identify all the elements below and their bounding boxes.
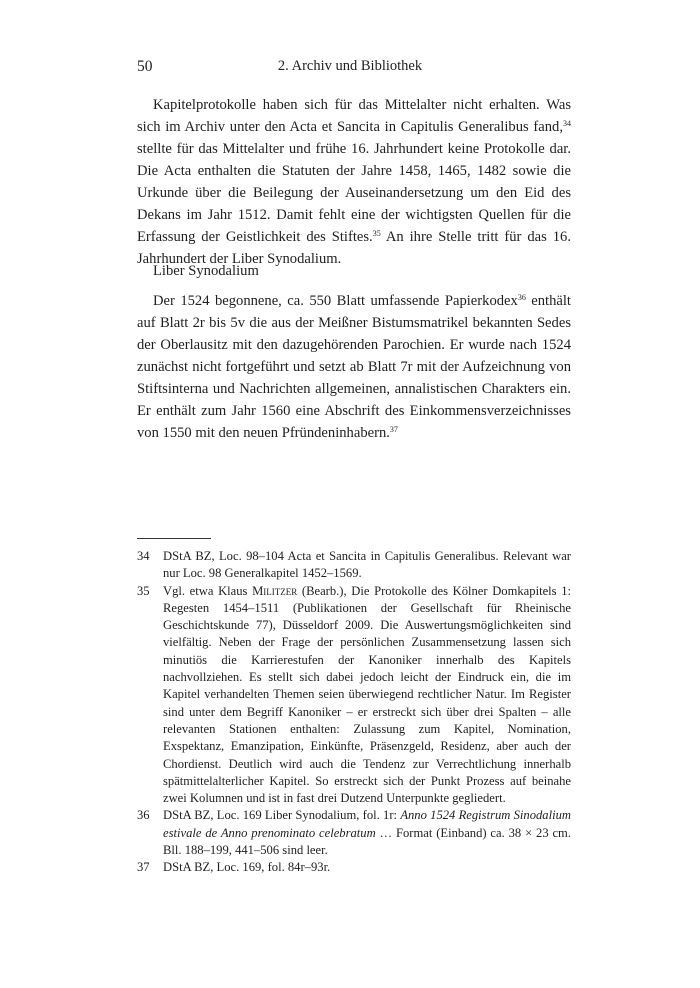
paragraph-text: Der 1524 begonnene, ca. 550 Blatt umfassende Papierkodex: [153, 293, 518, 309]
footnote-number: 37: [137, 860, 150, 875]
author-name: Militzer: [252, 583, 298, 598]
body-paragraph-2: [137, 290, 571, 444]
footnote-number: 35: [137, 583, 150, 598]
footnote-number: 36: [137, 808, 150, 823]
paragraph-text: Kapitelprotokolle haben sich für das Mittelalter nicht erhalten. Was sich im Archiv unter den Acta et Sancita in Capitulis Generalibus fand,: [137, 97, 571, 135]
footnote-34: [137, 548, 571, 583]
footnote-number: 34: [137, 549, 150, 563]
footnote-text: … Format (Einband) ca. 38 × 23 cm. Bll. 188–199, 441–506 sind leer.: [163, 825, 572, 858]
footnote-text: (Bearb.), Die Protokolle des Kölner Domkapitels 1: Regesten 1454–1511 (Publikationen der Gesellschaft für Rheinische Geschichtskunde 77), Düsseldorf 2009. Die Auswertungsmöglichkeiten sind vielfältig. Neben der Frage der persönlichen Zusammensetzung lassen sich minutiös die Karrierestufen der Kanoniker innerhalb des Kapitels nachvollziehen. Es stellt sich dabei jedoch leicht der Eindruck ein, die im Kapitel verhandelten Themen seien überwiegend rechtlicher Natur. Im Register sind unter dem Begriff Kanoniker – er erstreckt sich über drei Spalten – alle relevanten Stationen enthalten: Zulassung zum Kapitel, Nomination, Exspektanz, Emanzipation, Einkünfte, Präsenzgeld, Residenz, aber auch der Chordienst. Deutlich wird auch die Tendenz zur Verrechtlichung innerhalb spätmittelalterlicher Kapitel. So erstreckt sich der Punkt Prozess auf beinahe zwei Kolumnen und ist in fast drei Dutzend Unterpunkte gegliedert.: [163, 583, 571, 806]
body-paragraph-1: [137, 94, 571, 270]
footnote-text: Vgl. etwa Klaus: [163, 583, 253, 598]
footnote-text: DStA BZ, Loc. 98–104 Acta et Sancita in Capitulis Generalibus. Relevant war nur Loc. 98 Generalkapitel 1452–1569.: [163, 549, 571, 581]
page-number: 50: [137, 58, 153, 75]
running-head: 2. Archiv und Bibliothek: [277, 58, 423, 74]
footnote-ref-36[interactable]: 36: [517, 293, 526, 302]
footnote-text: DStA BZ, Loc. 169, fol. 84r–93r.: [163, 860, 331, 875]
footnote-ref-35[interactable]: 35: [372, 229, 381, 238]
footnotes: [137, 548, 571, 877]
paragraph-text: enthält auf Blatt 2r bis 5v die aus der Meißner Bistumsmatrikel bekannten Sedes der Oberlausitz mit den dazugehörenden Parochien. Er wurde nach 1524 zunächst nicht fortgeführt und setzt ab Blatt 7r mit der Aufzeichnung von Stiftsinterna und Nachrichten allgemeinen, annalistischen Charakters ein. Er enthält zum Jahr 1560 eine Abschrift des Einkommensverzeichnisses von 1550 mit den neuen Pfründeninhabern.: [137, 293, 571, 441]
footnote-ref-37[interactable]: 37: [389, 425, 398, 434]
footnote-ref-34[interactable]: 34: [563, 119, 571, 128]
footnote-text: DStA BZ, Loc. 169 Liber Synodalium, fol. 1r:: [163, 808, 401, 823]
footnote-36: [137, 807, 571, 859]
footnote-35: [137, 583, 571, 808]
footnote-rule: [137, 538, 211, 539]
footnote-37: [137, 859, 571, 876]
section-heading: Liber Synodalium: [153, 263, 259, 279]
paragraph-text: An ihre Stelle tritt für das 16. Jahrhundert der Liber Synodalium.: [137, 229, 571, 267]
paragraph-text: stellte für das Mittelalter und frühe 16. Jahrhundert keine Protokolle dar. Die Acta enthalten die Statuten der Jahre 1458, 1465, 1482 sowie die Urkunde über die Beilegung der Auseinandersetzung um den Eid des Dekans im Jahr 1512. Damit fehlt eine der wichtigsten Quellen für die Erfassung der Geistlichkeit des Stiftes.: [137, 141, 571, 245]
source-quote: Anno 1524 Registrum Sinodalium estivale de Anno prenominato celebratum: [163, 808, 571, 840]
